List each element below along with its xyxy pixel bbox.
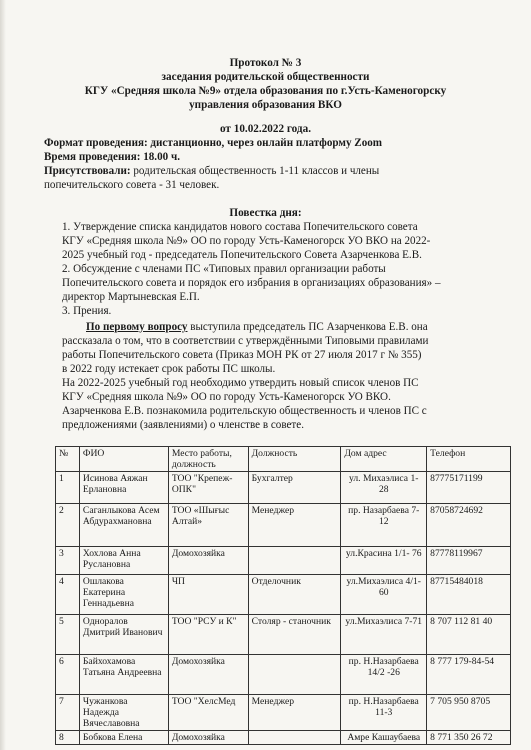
cell-name: Исинова Аяжан Ерлановна [79,472,168,504]
cell-number: 3 [56,547,80,575]
cell-workplace: ТОО "Крепеж-ОПК" [168,472,248,504]
table-row [56,504,511,547]
agenda-line: 2025 учебный год - председатель Попечительского Совета Азарченкова Е.В. [62,249,422,261]
body-line: Азарченкова Е.В. познакомила родительскую общественность и членов ПС с [62,405,427,417]
body-line: КГУ «Средняя школа №9» ОО по городу Усть-Каменогорск УО ВКО. [62,391,391,403]
cell-phone: 87778119967 [427,547,511,575]
table-row [56,615,511,655]
cell-phone: 8 707 112 81 40 [427,615,511,655]
cell-position [248,731,341,745]
col-header-position: Должность [248,447,341,472]
cell-phone: 8 771 350 26 72 [427,731,511,745]
cell-workplace: Домохозяйка [168,547,248,575]
protocol-title: Протокол № 3 [229,57,302,69]
col-header-phone: Телефон [427,447,511,472]
agenda-line: Попечительского совета и порядок его избрания в организациях образования» – [62,277,441,289]
cell-name: Байхохамова Татьяна Андреевна [79,655,168,695]
cell-phone: 8 777 179-84-54 [427,655,511,695]
meeting-time: Время проведения: 18.00 ч. [44,151,180,163]
cell-name: Бобкова Елена [79,731,168,745]
col-header-name: ФИО [79,447,168,472]
agenda-line: 1. Утверждение списка кандидатов нового состава Попечительского совета [62,221,418,233]
department-name: управления образования ВКО [189,99,342,111]
protocol-subtitle: заседания родительской общественности [161,71,370,83]
cell-phone: 87775171199 [427,472,511,504]
col-header-workplace: Место работы, должность [168,447,248,472]
cell-name: Одноралов Дмитрий Иванович [79,615,168,655]
cell-name: Саганлыкова Асем Абдурахмановна [79,504,168,547]
meeting-format: Формат проведения: дистанционно, через онлайн платформу Zoom [44,137,383,149]
cell-address: ул.Михаэлиса 4/1-60 [341,575,427,615]
cell-address: ул.Красина 1/1- 76 [341,547,427,575]
attendees-line [44,164,379,178]
cell-position: Менеджер [248,504,341,547]
agenda-title: Повестка дня: [229,207,302,219]
cell-number: 1 [56,472,80,504]
cell-name: Ошлакова Екатерина Геннадьевна [79,575,168,615]
table-row [56,472,511,504]
cell-workplace: Домохозяйка [168,655,248,695]
scan-edge [0,0,6,750]
cell-workplace: Домохозяйка [168,731,248,745]
cell-address: Амре Кашаубаева [341,731,427,745]
cell-position: Отделочник [248,575,341,615]
cell-address: пр. Н.Назарбаева 14/2 -26 [341,655,427,695]
body-line: предложениями (заявлениями) о членстве в совете. [62,419,304,431]
cell-number: 4 [56,575,80,615]
cell-workplace: ТОО «Шығыс Алтай» [168,504,248,547]
attendees-text: родительская общественность 1-11 классов и члены [130,165,380,177]
first-question-text: выступила председатель ПС Азарченкова Е.В. она [187,321,428,333]
cell-name: Чужанкова Надежда Вячеславовна [79,695,168,731]
first-question-label: По первому вопросу [86,321,188,333]
cell-number: 5 [56,615,80,655]
protocol-date: от 10.02.2022 года. [219,123,311,135]
cell-address: ул.Михаэлиса 7-71 [341,615,427,655]
col-header-address: Дом адрес [341,447,427,472]
cell-position [248,547,341,575]
cell-number: 8 [56,731,80,745]
cell-phone: 87058724692 [427,504,511,547]
cell-address: пр. Назарбаева 7-12 [341,504,427,547]
table-row [56,655,511,695]
first-question-line [86,320,428,334]
table-row [56,547,511,575]
agenda-line: 3. Прения. [62,305,112,317]
cell-number: 7 [56,695,80,731]
agenda-line: КГУ «Средняя школа №9» ОО по городу Усть-Каменогорск УО ВКО на 2022- [62,235,431,247]
members-table [55,446,511,745]
col-header-number: № [56,447,80,472]
cell-address: ул. Михаэлиса 1-28 [341,472,427,504]
table-row [56,695,511,731]
body-line: рассказала о том, что в соответствии с утверждёнными Типовыми правилами [62,335,429,347]
table-header-row [56,447,511,472]
cell-workplace: ТОО "РСУ и К" [168,615,248,655]
agenda-line: 2. Обсуждение с членами ПС «Типовых правил организации работы [62,263,386,275]
cell-workplace: ТОО "ХелсМед [168,695,248,731]
agenda-line: директор Мартыневская Е.П. [62,291,200,303]
attendees-line-2: попечительского совета - 31 человек. [44,179,220,191]
cell-workplace: ЧП [168,575,248,615]
cell-number: 2 [56,504,80,547]
cell-name: Хохлова Анна Руслановна [79,547,168,575]
table-row [56,575,511,615]
body-line: На 2022-2025 учебный год необходимо утвердить новый список членов ПС [62,377,419,389]
cell-position [248,655,341,695]
body-line: работы Попечительского совета (Приказ МОН РК от 27 июля 2017 г № 355) [62,349,422,361]
attendees-label: Присутствовали: [44,165,131,177]
cell-phone: 87715484018 [427,575,511,615]
table-row [56,731,511,745]
body-line: в 2022 году истекает срок работы ПС школы. [62,363,276,375]
cell-address: пр. Н.Назарбаева 11-3 [341,695,427,731]
cell-position: Столяр - станочник [248,615,341,655]
cell-phone: 7 705 950 8705 [427,695,511,731]
school-name: КГУ «Средняя школа №9» отдела образования по г.Усть-Каменогорску [84,85,447,97]
cell-number: 6 [56,655,80,695]
cell-position: Менеджер [248,695,341,731]
cell-position: Бухгалтер [248,472,341,504]
